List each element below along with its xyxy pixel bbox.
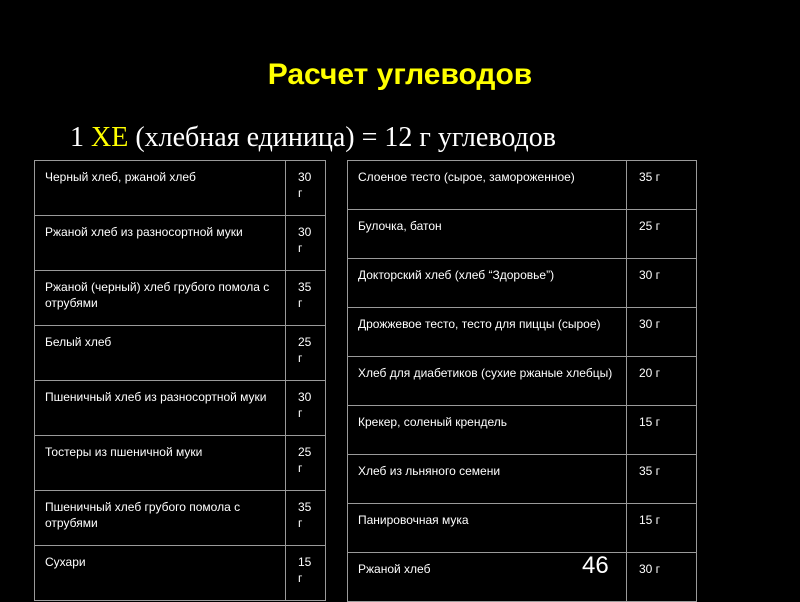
food-item: Тостеры из пшеничной муки: [35, 436, 286, 491]
food-item: Ржаной (черный) хлеб грубого помола с отрубями: [35, 271, 286, 326]
food-item: Крекер, соленый крендель: [348, 406, 627, 455]
food-amount: 25 г: [286, 436, 326, 491]
bread-unit-abbreviation: ХЕ: [91, 122, 129, 153]
food-item: Черный хлеб, ржаной хлеб: [35, 161, 286, 216]
table-row: [35, 546, 326, 601]
table-row: [348, 259, 697, 308]
food-amount: 15 г: [627, 406, 697, 455]
food-item: Пшеничный хлеб из разносортной муки: [35, 381, 286, 436]
table-row: [35, 436, 326, 491]
food-amount: 35 г: [627, 161, 697, 210]
food-item: Хлеб для диабетиков (сухие ржаные хлебцы): [348, 357, 627, 406]
left-bread-table: [34, 160, 326, 601]
table-row: [35, 491, 326, 546]
table-row: [35, 161, 326, 216]
food-item: Панировочная мука: [348, 504, 627, 553]
food-item: Булочка, батон: [348, 210, 627, 259]
food-item: Дрожжевое тесто, тесто для пиццы (сырое): [348, 308, 627, 357]
food-amount: 25 г: [627, 210, 697, 259]
food-amount: 35 г: [286, 271, 326, 326]
food-item: Слоеное тесто (сырое, замороженное): [348, 161, 627, 210]
right-bread-table: [347, 160, 697, 602]
food-amount: 30 г: [627, 259, 697, 308]
food-amount: 20 г: [627, 357, 697, 406]
bread-unit-definition: [70, 122, 556, 154]
subtitle-prefix: 1: [70, 122, 84, 153]
food-amount: 15 г: [286, 546, 326, 601]
food-amount: 35 г: [286, 491, 326, 546]
table-row: [35, 216, 326, 271]
food-amount: 30 г: [627, 308, 697, 357]
food-item: Белый хлеб: [35, 326, 286, 381]
page-number: 46: [582, 552, 609, 579]
food-item: Хлеб из льняного семени: [348, 455, 627, 504]
table-row: [35, 271, 326, 326]
table-row: [35, 381, 326, 436]
food-item: Сухари: [35, 546, 286, 601]
food-amount: 30 г: [286, 216, 326, 271]
food-amount: 30 г: [286, 381, 326, 436]
food-item: Ржаной хлеб из разносортной муки: [35, 216, 286, 271]
food-amount: 30 г: [286, 161, 326, 216]
food-amount: 30 г: [627, 553, 697, 602]
subtitle-rest: (хлебная единица) = 12 г углеводов: [135, 122, 557, 153]
food-amount: 35 г: [627, 455, 697, 504]
food-item: Докторский хлеб (хлеб “Здоровье”): [348, 259, 627, 308]
table-row: [348, 210, 697, 259]
table-row: [348, 357, 697, 406]
food-item: Пшеничный хлеб грубого помола с отрубями: [35, 491, 286, 546]
slide-title: Расчет углеводов: [267, 58, 533, 91]
table-row: [348, 455, 697, 504]
table-row: [35, 326, 326, 381]
table-row: [348, 161, 697, 210]
food-item: Ржаной хлеб: [348, 553, 627, 602]
table-row: [348, 553, 697, 602]
table-row: [348, 406, 697, 455]
table-row: [348, 308, 697, 357]
food-amount: 25 г: [286, 326, 326, 381]
food-amount: 15 г: [627, 504, 697, 553]
table-row: [348, 504, 697, 553]
